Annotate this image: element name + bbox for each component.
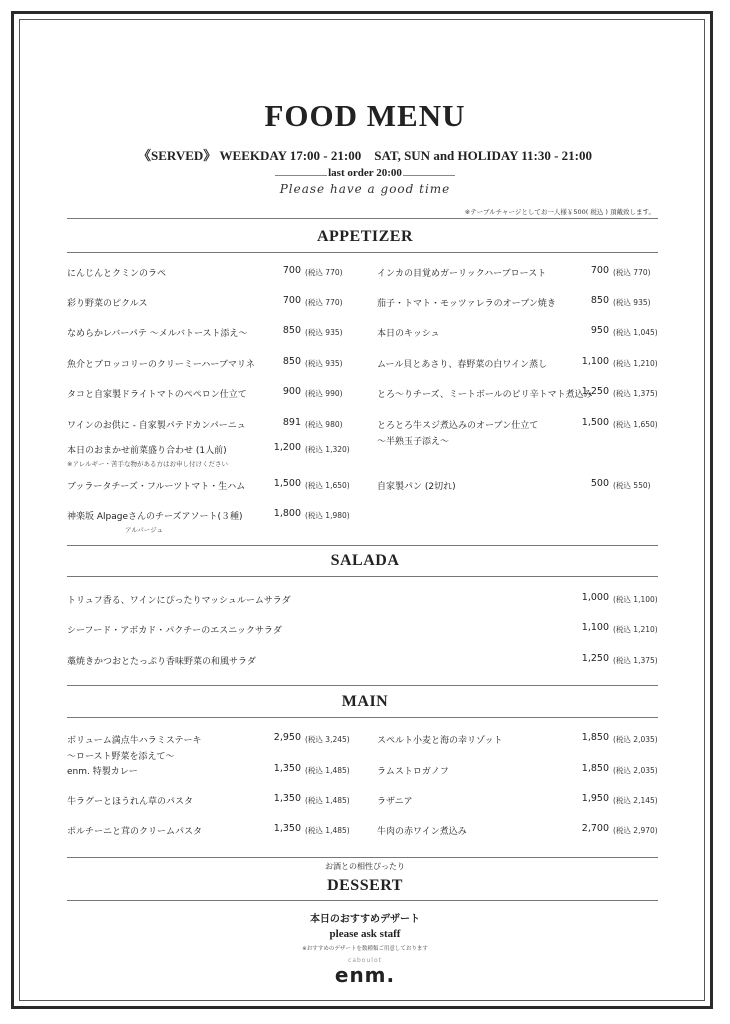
menu-item-title: とろとろ牛スジ煮込みのオーブン仕立て [377, 421, 539, 431]
logo-subtitle: caboulot [348, 957, 382, 964]
menu-item-title: 牛ラグーとほうれん草のパスタ [67, 797, 194, 807]
menu-item-title: とろ～りチーズ、ミートボールのピリ辛トマト煮込み [377, 390, 593, 400]
menu-item-tax-price: (税込 935) [305, 359, 343, 368]
menu-item-tax-price: (税込 1,485) [305, 796, 350, 805]
menu-item-note: アルパージュ [125, 526, 164, 534]
section-title-salada: SALADA [330, 552, 400, 569]
menu-item-title: ワインのお供に - 自家製パテドカンパーニュ [67, 421, 246, 431]
menu-item-name [377, 764, 449, 777]
menu-item-name [377, 824, 467, 837]
menu-item-title: 茄子・トマト・モッツァレラのオーブン焼き [377, 299, 556, 309]
menu-item-tax-price: (税込 550) [613, 481, 651, 490]
menu-item-name [67, 764, 138, 777]
menu-item-name [67, 794, 193, 807]
service-hours: 《SERVED》 WEEKDAY 17:00 - 21:00 SAT, SUN and HOLIDAY 11:30 - 21:00 [138, 148, 592, 163]
divider [67, 900, 658, 901]
menu-item-name [67, 326, 248, 339]
menu-item-title: ムール貝とあさり、春野菜の白ワイン蒸し [377, 360, 548, 370]
menu-item-tax-price: (税込 1,375) [613, 656, 658, 665]
menu-item-tax-price: (税込 1,485) [305, 826, 350, 835]
menu-item-note: ～ロースト野菜を添えて～ [67, 752, 175, 762]
dessert-ask-staff: please ask staff [329, 928, 401, 940]
menu-item-tax-price: (税込 2,145) [613, 796, 658, 805]
menu-item-price: 2,950 [273, 732, 301, 743]
divider [67, 717, 658, 718]
section-title-main: MAIN [341, 693, 389, 710]
menu-item-price: 1,350 [273, 793, 301, 804]
menu-item-title: 牛肉の赤ワイン煮込み [377, 827, 467, 837]
menu-item-name [67, 357, 255, 370]
menu-item-title: 本日のキッシュ [377, 329, 440, 339]
menu-item-tax-price: (税込 2,035) [613, 766, 658, 775]
menu-item-price: 1,950 [581, 793, 609, 804]
menu-item-name [67, 387, 247, 400]
menu-item-tax-price: (税込 1,100) [613, 595, 658, 604]
menu-item-note: ※アレルギー・苦手な物がある方はお申し付けください [67, 460, 229, 468]
logo: enm. [334, 963, 396, 987]
menu-item-tax-price: (税込 1,210) [613, 625, 658, 634]
menu-item-price: 850 [282, 356, 301, 367]
menu-item-price: 1,250 [581, 653, 609, 664]
menu-item-tax-price: (税込 2,970) [613, 826, 658, 835]
menu-item-name [377, 326, 440, 339]
table-charge-note: ※テーブルチャージとしてお一人様￥500( 税込 ) 頂戴致します。 [464, 208, 655, 216]
menu-item-title: トリュフ香る、ワインにぴったりマッシュルームサラダ [67, 596, 291, 606]
menu-item-title: ラムストロガノフ [377, 767, 449, 777]
menu-item-title: インカの目覚めガーリックハーブロースト [377, 269, 547, 279]
menu-item-name [377, 479, 456, 492]
menu-item-tax-price: (税込 770) [305, 298, 343, 307]
menu-item-title: 自家製パン (2切れ) [377, 482, 456, 492]
menu-item-name [67, 296, 147, 309]
menu-item-price: 1,100 [581, 356, 609, 367]
divider [67, 252, 658, 253]
menu-item-price: 500 [590, 478, 609, 489]
menu-item-title: ブッラータチーズ・フルーツトマト・生ハム [67, 482, 246, 492]
menu-item-tax-price: (税込 770) [305, 268, 343, 277]
menu-item-name [67, 443, 228, 468]
menu-item-tax-price: (税込 770) [613, 268, 651, 277]
menu-item-title: なめらかレバーパテ ～メルバトースト添え～ [67, 329, 248, 339]
menu-item-name [67, 266, 166, 279]
menu-item-name [67, 479, 245, 492]
dessert-pairing-note: お酒との相性ぴったり [325, 862, 405, 871]
menu-item-price: 700 [282, 295, 301, 306]
divider [67, 218, 658, 219]
section-title-dessert: DESSERT [327, 877, 403, 894]
menu-item-title: 藁焼きかつおとたっぷり香味野菜の和風サラダ [67, 657, 256, 667]
menu-item-title: enm. 特製カレー [67, 767, 138, 777]
menu-item-price: 850 [282, 325, 301, 336]
menu-item-title: にんじんとクミンのラペ [67, 269, 167, 279]
menu-item-title: ラザニア [377, 797, 413, 807]
divider [67, 576, 658, 577]
menu-item-name [67, 418, 246, 431]
menu-item-name [67, 654, 256, 667]
menu-item-price: 1,250 [581, 386, 609, 397]
menu-item-tax-price: (税込 1,485) [305, 766, 350, 775]
menu-item-tax-price: (税込 990) [305, 389, 343, 398]
last-order-right-line [403, 175, 455, 176]
menu-item-price: 1,850 [581, 763, 609, 774]
menu-item-tax-price: (税込 1,210) [613, 359, 658, 368]
divider [67, 545, 658, 546]
menu-item-title: ボリューム満点牛ハラミステーキ [67, 736, 202, 746]
menu-item-title: 神楽坂 Alpageさんのチーズアソート(３種) [67, 512, 243, 522]
menu-item-price: 700 [590, 265, 609, 276]
menu-item-tax-price: (税込 3,245) [305, 735, 350, 744]
divider [67, 685, 658, 686]
menu-item-name [377, 266, 546, 279]
menu-item-title: 本日のおまかせ前菜盛り合わせ (1人前) [67, 446, 227, 456]
menu-item-tax-price: (税込 935) [305, 328, 343, 337]
last-order: last order 20:00 [328, 167, 402, 179]
menu-item-tax-price: (税込 1,650) [305, 481, 350, 490]
menu-item-tax-price: (税込 2,035) [613, 735, 658, 744]
menu-item-tax-price: (税込 1,045) [613, 328, 658, 337]
menu-item-tax-price: (税込 1,320) [305, 445, 350, 454]
menu-title: FOOD MENU [264, 98, 466, 133]
menu-item-price: 1,350 [273, 763, 301, 774]
menu-item-title: ポルチーニと茸のクリームパスタ [67, 827, 203, 837]
tagline: Please have a good time [279, 182, 451, 196]
menu-item-name [67, 733, 202, 762]
menu-item-price: 700 [282, 265, 301, 276]
menu-item-tax-price: (税込 935) [613, 298, 651, 307]
menu-item-price: 1,100 [581, 622, 609, 633]
dessert-recommendation: 本日のおすすめデザート [309, 914, 421, 925]
menu-item-tax-price: (税込 1,650) [613, 420, 658, 429]
menu-item-price: 1,200 [273, 442, 301, 453]
menu-item-title: タコと自家製ドライトマトのペペロン仕立て [67, 390, 247, 400]
menu-item-title: 彩り野菜のピクルス [67, 299, 148, 309]
menu-item-title: スペルト小麦と海の幸リゾット [377, 736, 503, 746]
menu-item-price: 1,500 [581, 417, 609, 428]
menu-item-name [377, 296, 556, 309]
menu-item-price: 1,350 [273, 823, 301, 834]
menu-item-price: 950 [590, 325, 609, 336]
menu-item-name [67, 623, 282, 636]
menu-item-name [377, 387, 593, 400]
menu-item-title: シーフード・アボカド・パクチーのエスニックサラダ [67, 626, 282, 636]
menu-item-tax-price: (税込 1,375) [613, 389, 658, 398]
menu-item-price: 2,700 [581, 823, 609, 834]
section-title-appetizer: APPETIZER [316, 228, 414, 245]
menu-item-name [67, 593, 291, 606]
menu-item-name [377, 357, 547, 370]
menu-item-name [377, 733, 502, 746]
menu-item-tax-price: (税込 1,980) [305, 511, 350, 520]
menu-item-name [377, 794, 413, 807]
menu-item-price: 1,000 [581, 592, 609, 603]
menu-item-price: 850 [590, 295, 609, 306]
menu-item-price: 891 [282, 417, 301, 428]
menu-item-price: 1,800 [273, 508, 301, 519]
menu-item-name [67, 824, 202, 837]
menu-item-price: 1,850 [581, 732, 609, 743]
menu-item-tax-price: (税込 980) [305, 420, 343, 429]
divider [67, 857, 658, 858]
dessert-small-note: ※おすすめのデザートを数種類ご用意しております [302, 946, 428, 952]
menu-item-title: 魚介とブロッコリーのクリーミーハーブマリネ [67, 360, 255, 370]
menu-item-name [377, 418, 538, 447]
menu-item-price: 900 [282, 386, 301, 397]
menu-item-name [67, 509, 243, 534]
menu-item-note: ～半熟玉子添え～ [377, 437, 450, 447]
menu-item-price: 1,500 [273, 478, 301, 489]
